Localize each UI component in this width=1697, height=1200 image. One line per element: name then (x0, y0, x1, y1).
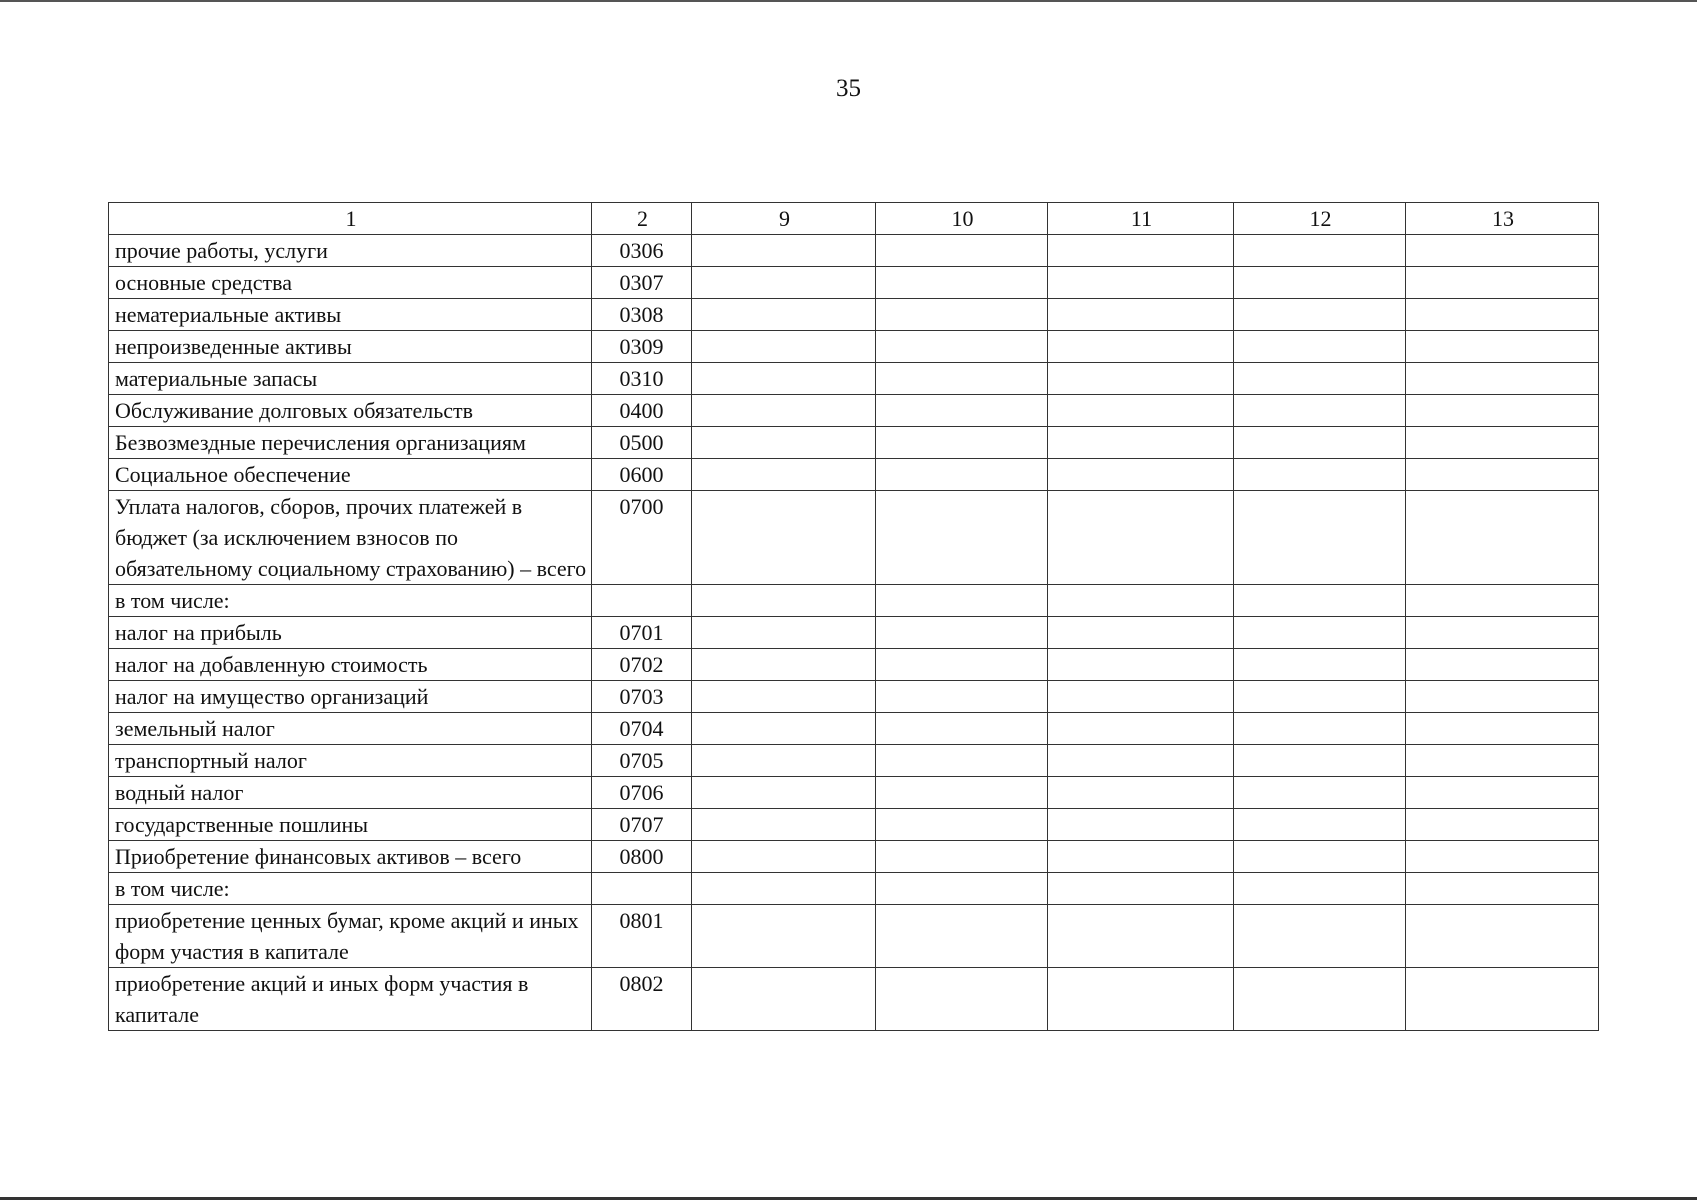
table-row (109, 841, 1599, 873)
empty-cell (1234, 331, 1406, 363)
row-code: 0706 (592, 777, 692, 809)
empty-cell (876, 427, 1048, 459)
row-label: налог на добавленную стоимость (109, 649, 592, 681)
empty-cell (1234, 585, 1406, 617)
empty-cell (1406, 427, 1599, 459)
table-row (109, 585, 1599, 617)
empty-cell (1234, 617, 1406, 649)
empty-cell (1406, 873, 1599, 905)
empty-cell (1406, 459, 1599, 491)
empty-cell (692, 235, 876, 267)
empty-cell (1048, 841, 1234, 873)
row-label: Приобретение финансовых активов – всего (109, 841, 592, 873)
empty-cell (1048, 745, 1234, 777)
table-row (109, 331, 1599, 363)
empty-cell (1048, 968, 1234, 1031)
empty-cell (876, 491, 1048, 585)
row-label: Социальное обеспечение (109, 459, 592, 491)
empty-cell (692, 968, 876, 1031)
table-row (109, 745, 1599, 777)
empty-cell (1406, 649, 1599, 681)
row-label: налог на имущество организаций (109, 681, 592, 713)
empty-cell (1406, 905, 1599, 968)
row-code: 0500 (592, 427, 692, 459)
empty-cell (1234, 905, 1406, 968)
empty-cell (692, 713, 876, 745)
empty-cell (1048, 331, 1234, 363)
empty-cell (1234, 745, 1406, 777)
table-row (109, 267, 1599, 299)
empty-cell (876, 299, 1048, 331)
row-code: 0801 (592, 905, 692, 968)
table-row (109, 713, 1599, 745)
empty-cell (692, 459, 876, 491)
row-label: прочие работы, услуги (109, 235, 592, 267)
empty-cell (1048, 235, 1234, 267)
empty-cell (1048, 713, 1234, 745)
empty-cell (1048, 649, 1234, 681)
table-row (109, 905, 1599, 968)
empty-cell (1234, 681, 1406, 713)
row-code: 0705 (592, 745, 692, 777)
empty-cell (1048, 585, 1234, 617)
row-label: материальные запасы (109, 363, 592, 395)
empty-cell (1048, 491, 1234, 585)
empty-cell (876, 841, 1048, 873)
row-label: приобретение акций и иных форм участия в капитале (109, 968, 592, 1031)
row-code (592, 873, 692, 905)
empty-cell (876, 617, 1048, 649)
empty-cell (1406, 491, 1599, 585)
row-code: 0400 (592, 395, 692, 427)
empty-cell (1048, 427, 1234, 459)
empty-cell (876, 905, 1048, 968)
empty-cell (876, 585, 1048, 617)
row-label: налог на прибыль (109, 617, 592, 649)
empty-cell (692, 905, 876, 968)
table-row (109, 681, 1599, 713)
row-label: земельный налог (109, 713, 592, 745)
empty-cell (1234, 649, 1406, 681)
empty-cell (1234, 363, 1406, 395)
empty-cell (1406, 585, 1599, 617)
empty-cell (1234, 267, 1406, 299)
table-row (109, 235, 1599, 267)
empty-cell (876, 459, 1048, 491)
table-row (109, 427, 1599, 459)
table-body (109, 203, 1599, 1031)
empty-cell (1234, 777, 1406, 809)
empty-cell (1234, 235, 1406, 267)
column-header: 13 (1406, 203, 1599, 235)
row-code: 0800 (592, 841, 692, 873)
empty-cell (1406, 235, 1599, 267)
table-row (109, 968, 1599, 1031)
row-label: непроизведенные активы (109, 331, 592, 363)
empty-cell (1048, 681, 1234, 713)
empty-cell (1406, 681, 1599, 713)
table-row (109, 809, 1599, 841)
table-row (109, 395, 1599, 427)
empty-cell (692, 841, 876, 873)
row-code: 0310 (592, 363, 692, 395)
empty-cell (1048, 777, 1234, 809)
empty-cell (692, 585, 876, 617)
empty-cell (692, 649, 876, 681)
empty-cell (876, 809, 1048, 841)
row-code: 0703 (592, 681, 692, 713)
empty-cell (1406, 331, 1599, 363)
empty-cell (1234, 968, 1406, 1031)
empty-cell (876, 873, 1048, 905)
row-label: Обслуживание долговых обязательств (109, 395, 592, 427)
empty-cell (876, 713, 1048, 745)
empty-cell (876, 681, 1048, 713)
row-code: 0306 (592, 235, 692, 267)
row-code: 0702 (592, 649, 692, 681)
empty-cell (692, 809, 876, 841)
empty-cell (1406, 841, 1599, 873)
table-row (109, 459, 1599, 491)
empty-cell (876, 777, 1048, 809)
row-code: 0707 (592, 809, 692, 841)
empty-cell (692, 617, 876, 649)
table-row (109, 299, 1599, 331)
empty-cell (876, 235, 1048, 267)
row-code: 0701 (592, 617, 692, 649)
row-label: водный налог (109, 777, 592, 809)
row-code: 0308 (592, 299, 692, 331)
empty-cell (1048, 395, 1234, 427)
row-label: Уплата налогов, сборов, прочих платежей в бюджет (за исключением взносов по обязательному социальному страхованию) – всего (109, 491, 592, 585)
column-header: 9 (692, 203, 876, 235)
row-label: транспортный налог (109, 745, 592, 777)
row-label: Безвозмездные перечисления организациям (109, 427, 592, 459)
empty-cell (692, 299, 876, 331)
table-row (109, 491, 1599, 585)
empty-cell (1406, 299, 1599, 331)
empty-cell (1406, 968, 1599, 1031)
row-code: 0307 (592, 267, 692, 299)
empty-cell (1406, 395, 1599, 427)
empty-cell (1234, 841, 1406, 873)
empty-cell (1234, 427, 1406, 459)
column-header: 12 (1234, 203, 1406, 235)
row-label: приобретение ценных бумаг, кроме акций и иных форм участия в капитале (109, 905, 592, 968)
empty-cell (1406, 745, 1599, 777)
empty-cell (1406, 617, 1599, 649)
empty-cell (1234, 713, 1406, 745)
row-label: государственные пошлины (109, 809, 592, 841)
row-code: 0309 (592, 331, 692, 363)
row-code: 0600 (592, 459, 692, 491)
empty-cell (692, 267, 876, 299)
empty-cell (1048, 873, 1234, 905)
empty-cell (876, 649, 1048, 681)
empty-cell (1048, 459, 1234, 491)
empty-cell (692, 395, 876, 427)
empty-cell (1234, 299, 1406, 331)
empty-cell (876, 363, 1048, 395)
row-code: 0700 (592, 491, 692, 585)
table-row (109, 649, 1599, 681)
empty-cell (692, 777, 876, 809)
table-row (109, 777, 1599, 809)
column-header: 1 (109, 203, 592, 235)
empty-cell (876, 267, 1048, 299)
table-row (109, 363, 1599, 395)
empty-cell (876, 395, 1048, 427)
empty-cell (1234, 491, 1406, 585)
report-table (108, 202, 1599, 1031)
row-label: нематериальные активы (109, 299, 592, 331)
page-number: 35 (836, 75, 861, 102)
empty-cell (1406, 809, 1599, 841)
column-header: 11 (1048, 203, 1234, 235)
table-row (109, 873, 1599, 905)
empty-cell (692, 427, 876, 459)
row-label: в том числе: (109, 873, 592, 905)
empty-cell (1048, 363, 1234, 395)
empty-cell (1048, 617, 1234, 649)
scan-edge-top (0, 0, 1697, 2)
empty-cell (876, 968, 1048, 1031)
table-header-row (109, 203, 1599, 235)
row-label: в том числе: (109, 585, 592, 617)
empty-cell (1234, 395, 1406, 427)
table-row (109, 617, 1599, 649)
empty-cell (1234, 873, 1406, 905)
row-code: 0704 (592, 713, 692, 745)
column-header: 2 (592, 203, 692, 235)
empty-cell (692, 681, 876, 713)
empty-cell (692, 363, 876, 395)
empty-cell (1048, 299, 1234, 331)
empty-cell (1234, 459, 1406, 491)
empty-cell (876, 745, 1048, 777)
empty-cell (692, 745, 876, 777)
column-header: 10 (876, 203, 1048, 235)
row-code: 0802 (592, 968, 692, 1031)
empty-cell (692, 873, 876, 905)
empty-cell (1406, 267, 1599, 299)
empty-cell (1406, 363, 1599, 395)
empty-cell (1048, 905, 1234, 968)
row-code (592, 585, 692, 617)
empty-cell (1048, 267, 1234, 299)
empty-cell (1048, 809, 1234, 841)
row-label: основные средства (109, 267, 592, 299)
empty-cell (1406, 713, 1599, 745)
empty-cell (1406, 777, 1599, 809)
empty-cell (692, 491, 876, 585)
empty-cell (876, 331, 1048, 363)
empty-cell (1234, 809, 1406, 841)
empty-cell (692, 331, 876, 363)
